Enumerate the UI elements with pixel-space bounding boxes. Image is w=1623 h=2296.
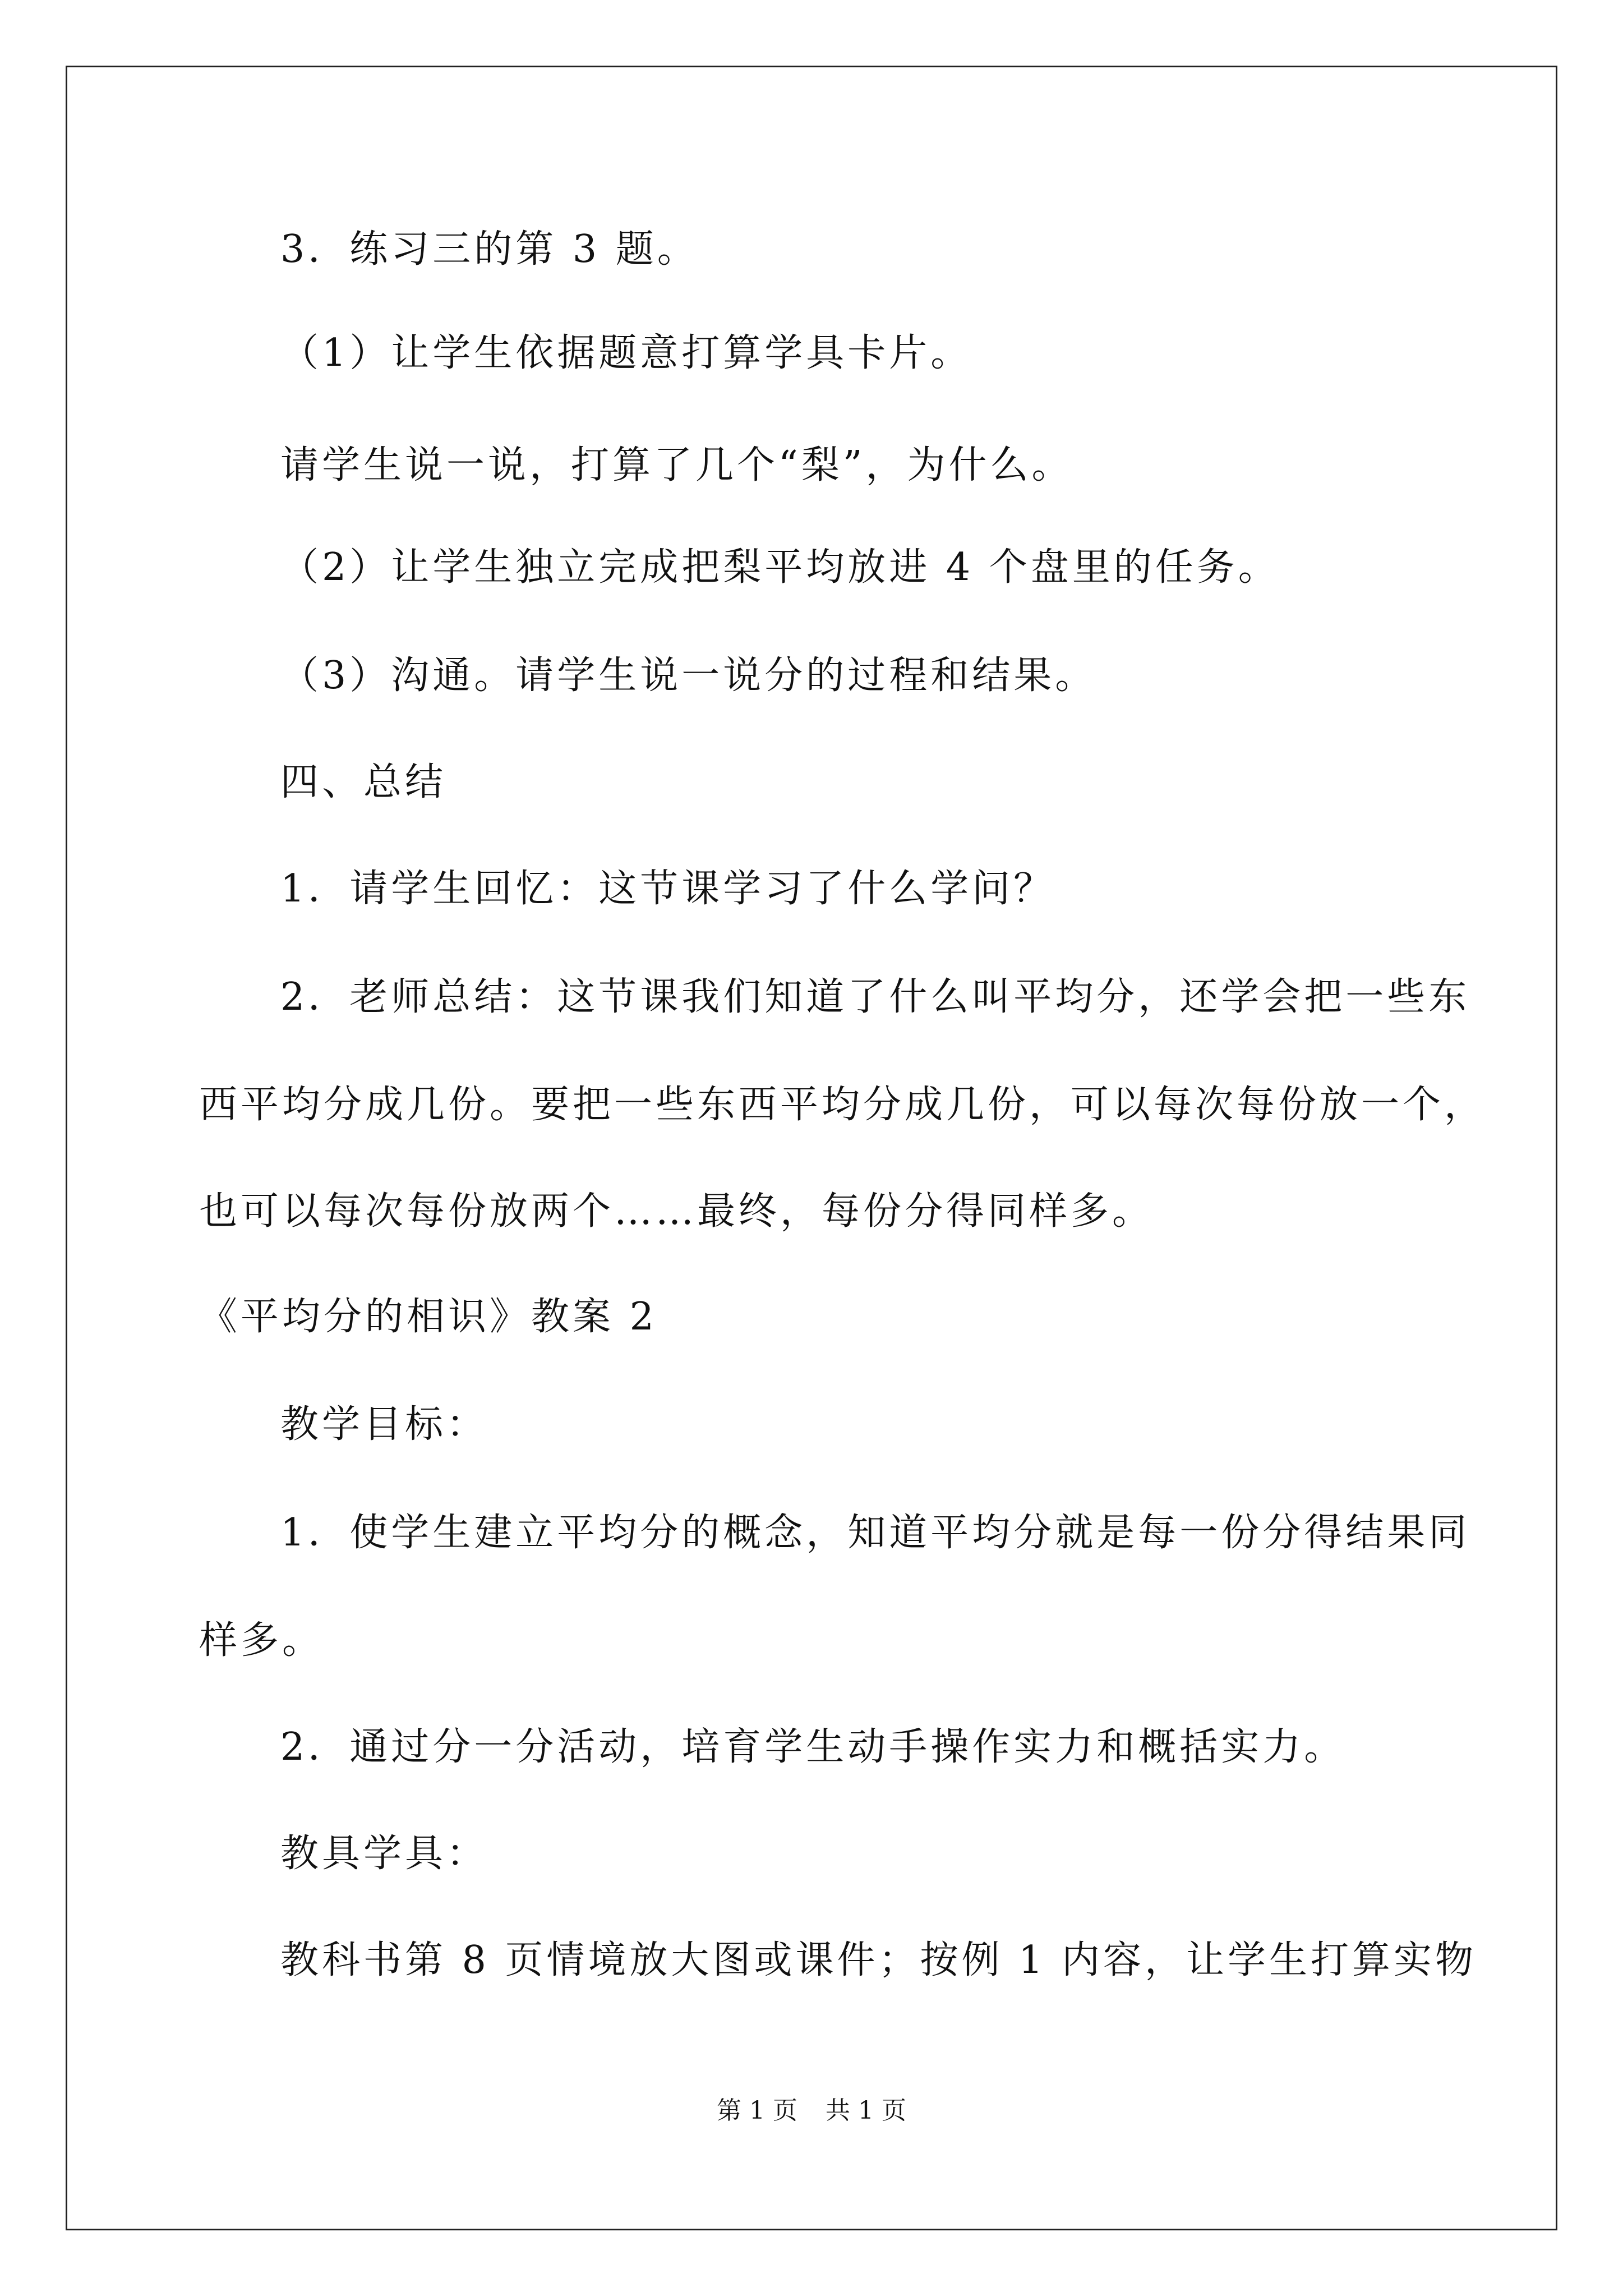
text-line: 1．请学生回忆：这节课学习了什么学问？ [280, 867, 1055, 911]
text-line: 也可以每次每份放两个……最终，每份分得同样多。 [199, 1189, 1154, 1234]
page-total: 共 1 页 [826, 2096, 906, 2125]
section-heading: 四、总结 [280, 760, 447, 804]
page-border [66, 66, 1557, 2230]
section-heading: 教学目标： [280, 1402, 488, 1447]
text-line: 请学生说一说，打算了几个“梨”，为什么。 [280, 443, 1073, 487]
text-line: 西平均分成几份。要把一些东西平均分成几份，可以每次每份放一个， [199, 1083, 1486, 1127]
text-line: （3）沟通。请学生说一说分的过程和结果。 [280, 654, 1097, 698]
text-line: 1．使学生建立平均分的概念，知道平均分就是每一份分得结果同 [280, 1511, 1470, 1555]
text-line: （1）让学生依据题意打算学具卡片。 [280, 331, 972, 375]
section-heading: 教具学具： [280, 1832, 488, 1876]
text-line: 教科书第 8 页情境放大图或课件；按例 1 内容，让学生打算实物 [280, 1938, 1477, 1982]
text-line: 3．练习三的第 3 题。 [280, 227, 699, 272]
document-title: 《平均分的相识》教案 2 [199, 1295, 657, 1339]
page-number: 第 1 页 [717, 2096, 797, 2125]
text-line: （2）让学生独立完成把梨平均放进 4 个盘里的任务。 [280, 545, 1280, 590]
text-line: 样多。 [199, 1618, 324, 1663]
text-line: 2．老师总结：这节课我们知道了什么叫平均分，还学会把一些东 [280, 975, 1470, 1019]
text-line: 2．通过分一分活动，培育学生动手操作实力和概括实力。 [280, 1725, 1346, 1769]
page-footer [0, 2095, 1623, 2127]
